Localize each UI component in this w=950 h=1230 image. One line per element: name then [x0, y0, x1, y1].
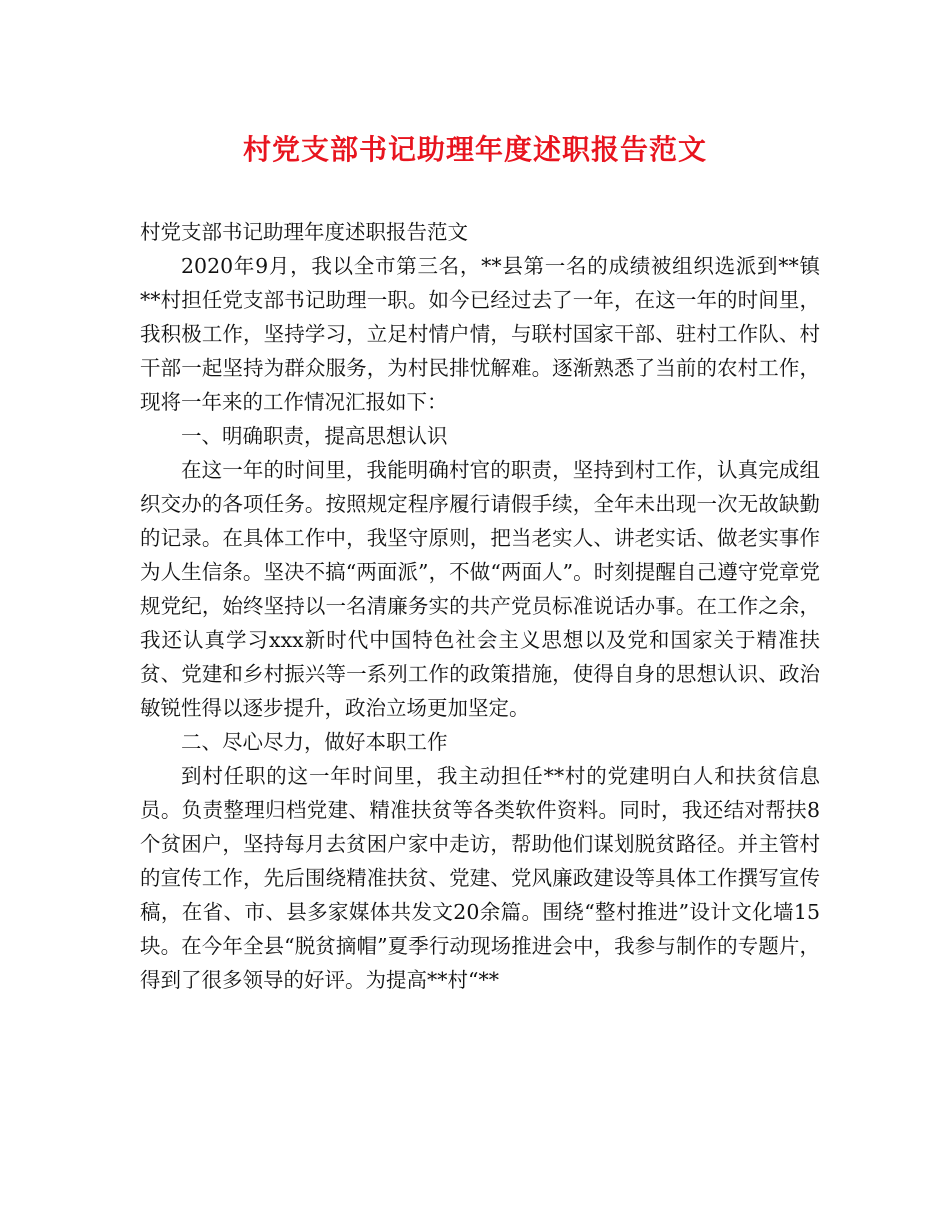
paragraph-section-2: 到村任职的这一年时间里，我主动担任**村的党建明白人和扶贫信息员。负责整理归档党建、精准扶贫等各类软件资料。同时，我还结对帮扶8个贫困户，坚持每月去贫困户家中走访，帮助他们谋划脱贫路径。并主管村的宣传工作，先后围绕精准扶贫、党建、党风廉政建设等具体工作撰写宣传稿，在省、市、县多家媒体共发文20余篇。围绕“整村推进”设计文化墙15块。在今年全县“脱贫摘帽”夏季行动现场推进会中，我参与制作的专题片，得到了很多领导的好评。为提高**村“** [140, 764, 820, 992]
body-heading-line: 村党支部书记助理年度述职报告范文 [140, 220, 468, 244]
paragraph-section-1: 在这一年的时间里，我能明确村官的职责，坚持到村工作，认真完成组织交办的各项任务。按照规定程序履行请假手续，全年未出现一次无故缺勤的记录。在具体工作中，我坚守原则，把当老实人、讲老实话、做老实事作为人生信条。坚决不搞“两面派”，不做“两面人”。时刻提醒自己遵守党章党规党纪，始终坚持以一名清廉务实的共产党员标准说话办事。在工作之余，我还认真学习xxx新时代中国特色社会主义思想以及党和国家关于精准扶贫、党建和乡村振兴等一系列工作的政策措施，使得自身的思想认识、政治敏锐性得以逐步提升，政治立场更加坚定。 [140, 458, 820, 720]
document-title: 村党支部书记助理年度述职报告范文 [242, 133, 707, 166]
document-body [140, 215, 820, 997]
section-heading-2: 二、尽心尽力，做好本职工作 [181, 730, 448, 754]
section-heading-1: 一、明确职责，提高思想认识 [181, 424, 448, 448]
paragraph-intro: 2020年9月，我以全市第三名，**县第一名的成绩被组织选派到**镇**村担任党支部书记助理一职。如今已经过去了一年，在这一年的时间里，我积极工作，坚持学习，立足村情户情，与联村国家干部、驻村工作队、村干部一起坚持为群众服务，为村民排忧解难。逐渐熟悉了当前的农村工作，现将一年来的工作情况汇报如下： [140, 254, 820, 414]
